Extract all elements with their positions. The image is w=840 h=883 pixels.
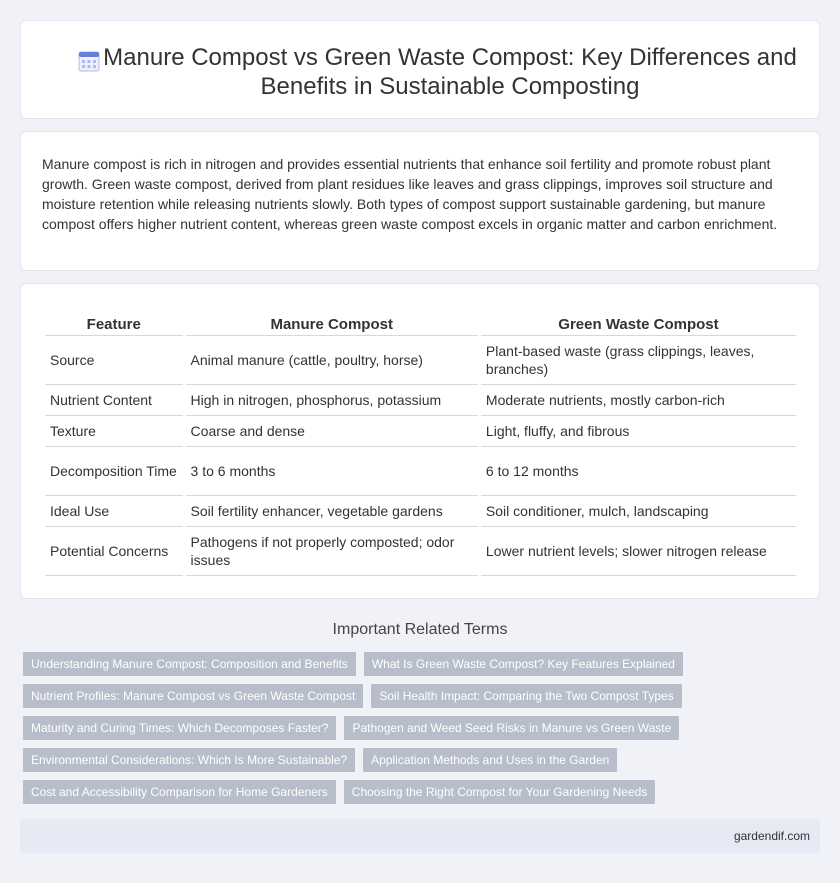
related-terms-list bbox=[23, 652, 683, 812]
table-cell: Plant-based waste (grass clippings, leaves, branches) bbox=[481, 336, 796, 385]
table-cell: Animal manure (cattle, poultry, horse) bbox=[186, 336, 478, 385]
table-cell: Nutrient Content bbox=[45, 385, 183, 416]
intro-text: Manure compost is rich in nitrogen and provides essential nutrients that enhance soil fertility and promote robust plant growth. Green waste compost, derived from plant residues like leaves and grass clippings, improves soil structure and moisture retention while releasing nutrients slowly. Both types of compost support sustainable gardening, but manure compost offers higher nutrient content, whereas green waste compost excels in organic matter and carbon enrichment. bbox=[42, 156, 778, 232]
related-term-link[interactable]: Pathogen and Weed Seed Risks in Manure vs Green Waste bbox=[344, 716, 679, 740]
table-cell: Source bbox=[45, 336, 183, 385]
site-link[interactable]: gardendif.com bbox=[733, 829, 810, 843]
table-cell: Moderate nutrients, mostly carbon-rich bbox=[481, 385, 796, 416]
related-term-link[interactable]: Application Methods and Uses in the Garden bbox=[363, 748, 617, 772]
related-term-link[interactable]: Maturity and Curing Times: Which Decomposes Faster? bbox=[23, 716, 336, 740]
page-title: Manure Compost vs Green Waste Compost: Key Differences and Benefits in Sustainable Composting bbox=[103, 44, 797, 100]
table-cell: Soil fertility enhancer, vegetable gardens bbox=[186, 496, 478, 527]
table-row bbox=[45, 336, 796, 385]
table-row bbox=[45, 447, 796, 496]
related-term-link[interactable]: Soil Health Impact: Comparing the Two Compost Types bbox=[371, 684, 681, 708]
table-cell: Pathogens if not properly composted; odor issues bbox=[186, 527, 478, 576]
related-term-link[interactable]: What Is Green Waste Compost? Key Features Explained bbox=[364, 652, 683, 676]
table-header-cell: Green Waste Compost bbox=[481, 314, 796, 336]
comparison-table bbox=[42, 314, 799, 576]
intro-card bbox=[20, 131, 820, 271]
table-cell: Light, fluffy, and fibrous bbox=[481, 416, 796, 447]
related-term-link[interactable]: Choosing the Right Compost for Your Gardening Needs bbox=[344, 780, 656, 804]
related-term-link[interactable]: Understanding Manure Compost: Composition and Benefits bbox=[23, 652, 356, 676]
footer-bar bbox=[20, 819, 820, 853]
table-row bbox=[45, 496, 796, 527]
table-row bbox=[45, 385, 796, 416]
related-terms-title: Important Related Terms bbox=[332, 621, 508, 638]
calendar-icon bbox=[77, 49, 101, 73]
table-row bbox=[45, 527, 796, 576]
table-cell: 3 to 6 months bbox=[186, 447, 478, 496]
table-row bbox=[45, 416, 796, 447]
related-term-link[interactable]: Environmental Considerations: Which Is More Sustainable? bbox=[23, 748, 355, 772]
table-header-row bbox=[45, 314, 796, 336]
related-term-link[interactable]: Cost and Accessibility Comparison for Home Gardeners bbox=[23, 780, 336, 804]
table-cell: Lower nutrient levels; slower nitrogen release bbox=[481, 527, 796, 576]
table-cell: High in nitrogen, phosphorus, potassium bbox=[186, 385, 478, 416]
table-cell: Ideal Use bbox=[45, 496, 183, 527]
table-cell: 6 to 12 months bbox=[481, 447, 796, 496]
table-header-cell: Manure Compost bbox=[186, 314, 478, 336]
table-header-cell: Feature bbox=[45, 314, 183, 336]
table-cell: Decomposition Time bbox=[45, 447, 183, 496]
table-cell: Soil conditioner, mulch, landscaping bbox=[481, 496, 796, 527]
related-term-link[interactable]: Nutrient Profiles: Manure Compost vs Green Waste Compost bbox=[23, 684, 363, 708]
comparison-table-card bbox=[20, 283, 820, 599]
table-cell: Texture bbox=[45, 416, 183, 447]
header-card bbox=[20, 20, 820, 119]
table-cell: Coarse and dense bbox=[186, 416, 478, 447]
table-cell: Potential Concerns bbox=[45, 527, 183, 576]
